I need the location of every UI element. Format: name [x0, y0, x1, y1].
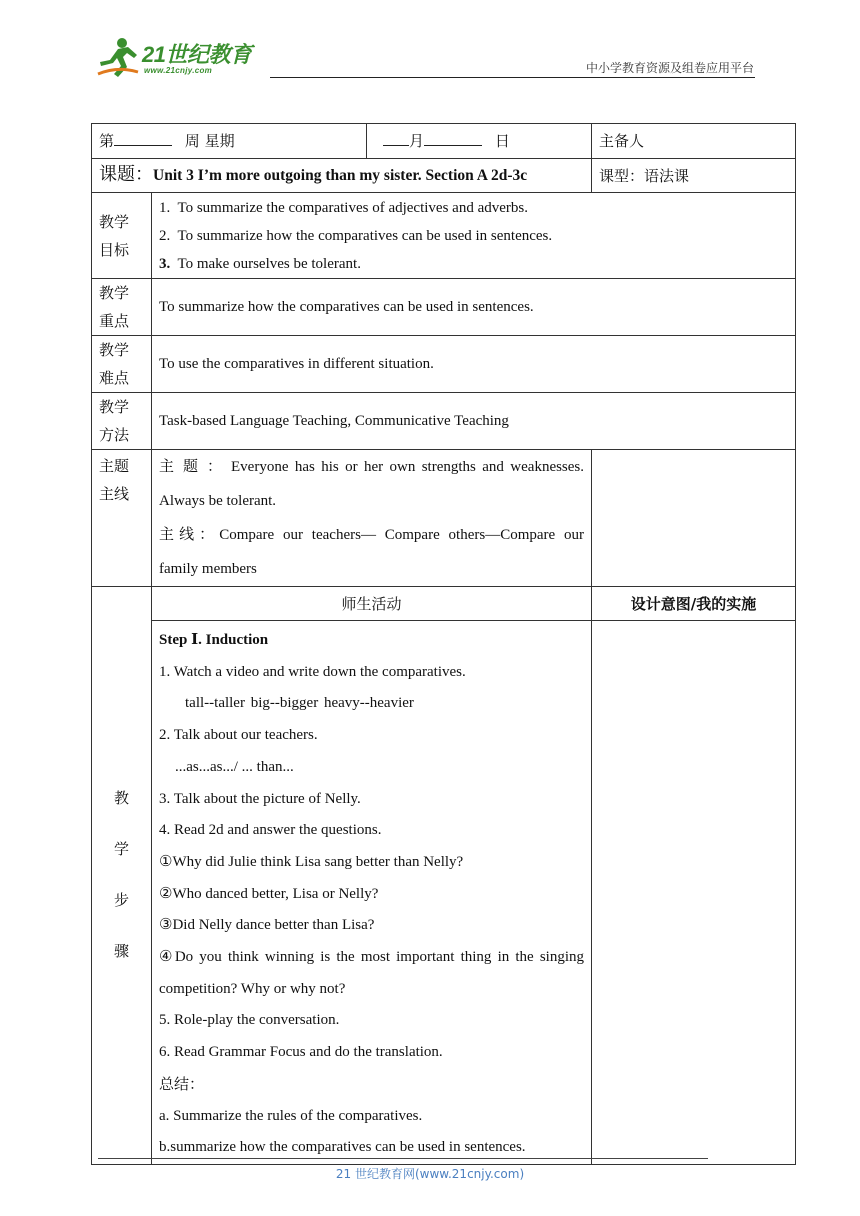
week-cell [92, 124, 367, 159]
steps-header-row [92, 587, 796, 621]
method-text: Task-based Language Teaching, Communicative Teaching [152, 393, 796, 450]
footer-link[interactable]: 21 世纪教育网(www.21cnjy.com) [335, 1167, 525, 1181]
step-line: ④Do you think winning is the most important thing in the singing competition? Why or why not? [159, 949, 585, 997]
steps-content-row [92, 621, 796, 1165]
steps-label [92, 587, 152, 1165]
page-header [0, 0, 860, 90]
platform-name: 中小学教育资源及组卷应用平台 [585, 61, 754, 75]
objectives-label [92, 193, 152, 279]
theme-text: 主 题 ： Everyone has his or her own strengths and weaknesses. Always be tolerant. [159, 459, 585, 509]
method-row [92, 393, 796, 450]
steps-content-cell [152, 621, 592, 1165]
step-line: ...as...as.../ ... than... [175, 758, 294, 775]
difficult-point-label [92, 336, 152, 393]
week-blank[interactable] [114, 127, 172, 146]
objective-item: 2. To summarize how the comparatives can be used in sentences. [159, 227, 553, 244]
method-label-line2: 方法 [99, 426, 130, 444]
date-cell [367, 124, 592, 159]
theme-cell [152, 450, 592, 587]
objective-item: 1. To summarize the comparatives of adjectives and adverbs. [159, 199, 528, 216]
steps-label-char: 学 [113, 840, 129, 859]
theme-design-cell[interactable] [592, 450, 796, 587]
theme-label-line1: 主题 [99, 457, 130, 475]
theme-row [92, 450, 796, 587]
step-line: 6. Read Grammar Focus and do the translation. [159, 1044, 443, 1061]
logo-url: www.21cnjy.com [144, 66, 213, 75]
design-notes-cell[interactable] [592, 621, 796, 1165]
step-title: Step Ⅰ. Induction [159, 632, 269, 648]
objectives-cell [152, 193, 796, 279]
objectives-label-line2: 目标 [99, 240, 130, 259]
theme-label [92, 450, 152, 587]
key-point-label-line1: 教学 [99, 284, 130, 302]
month-label: 月 [409, 132, 425, 150]
mainline-text: 主线：Compare our teachers— Compare others—Compare our family members [159, 527, 585, 577]
step-line: ①Why did Julie think Lisa sang better than Nelly? [159, 853, 464, 870]
week-prefix: 第 [99, 132, 115, 150]
theme-label-line2: 主线 [99, 485, 130, 503]
steps-label-char: 骤 [113, 942, 129, 961]
activity-column-header: 师生活动 [152, 587, 592, 621]
difficult-point-label-line1: 教学 [99, 341, 130, 359]
step-line: 5. Role-play the conversation. [159, 1012, 340, 1029]
week-day-label: 周 星期 [184, 132, 235, 150]
key-point-row [92, 279, 796, 336]
step-line: 4. Read 2d and answer the questions. [159, 822, 382, 839]
topic-row [92, 159, 796, 193]
difficult-point-label-line2: 难点 [99, 369, 130, 387]
objectives-label-line1: 教学 [99, 212, 130, 231]
topic-text: Unit 3 I’m more outgoing than my sister. Section A 2d-3c [153, 167, 528, 184]
topic-label: 课题： [99, 164, 153, 185]
header-divider [270, 77, 755, 78]
month-blank[interactable] [383, 127, 409, 146]
lesson-type: 课型：语法课 [592, 159, 796, 193]
step-line: 总结： [159, 1074, 205, 1093]
design-column-header: 设计意图/我的实施 [592, 587, 796, 621]
header-row [92, 124, 796, 159]
key-point-text: To summarize how the comparatives can be used in sentences. [152, 279, 796, 336]
key-point-label [92, 279, 152, 336]
step-line: 3. Talk about the picture of Nelly. [159, 790, 361, 807]
method-label [92, 393, 152, 450]
step-line: a. Summarize the rules of the comparatives. [159, 1107, 423, 1124]
objective-item: 3. To make ourselves be tolerant. [159, 255, 361, 272]
method-label-line1: 教学 [99, 398, 130, 416]
step-line: ③Did Nelly dance better than Lisa? [159, 917, 375, 934]
step-line: 2. Talk about our teachers. [159, 727, 318, 744]
objectives-row [92, 193, 796, 279]
difficult-point-text: To use the comparatives in different situation. [152, 336, 796, 393]
preparer-label: 主备人 [599, 132, 645, 150]
key-point-label-line2: 重点 [99, 312, 130, 330]
step-line: 1. Watch a video and write down the comparatives. [159, 663, 466, 680]
topic-cell [92, 159, 592, 193]
step-line: ②Who danced better, Lisa or Nelly? [159, 885, 379, 902]
difficult-point-row [92, 336, 796, 393]
footer-divider [98, 1158, 708, 1159]
steps-label-char: 教 [113, 789, 129, 808]
step-line: tall--taller big--bigger heavy--heavier [185, 695, 414, 712]
runner-logo-icon [96, 36, 140, 78]
step-line: b.summarize how the comparatives can be used in sentences. [159, 1139, 526, 1156]
logo-text: 21世纪教育 [142, 42, 252, 67]
day-label: 日 [494, 132, 510, 150]
site-logo[interactable] [96, 36, 266, 80]
lesson-plan-table [91, 123, 796, 1165]
preparer-cell [592, 124, 796, 159]
steps-label-char: 步 [113, 891, 129, 910]
day-blank[interactable] [424, 127, 482, 146]
